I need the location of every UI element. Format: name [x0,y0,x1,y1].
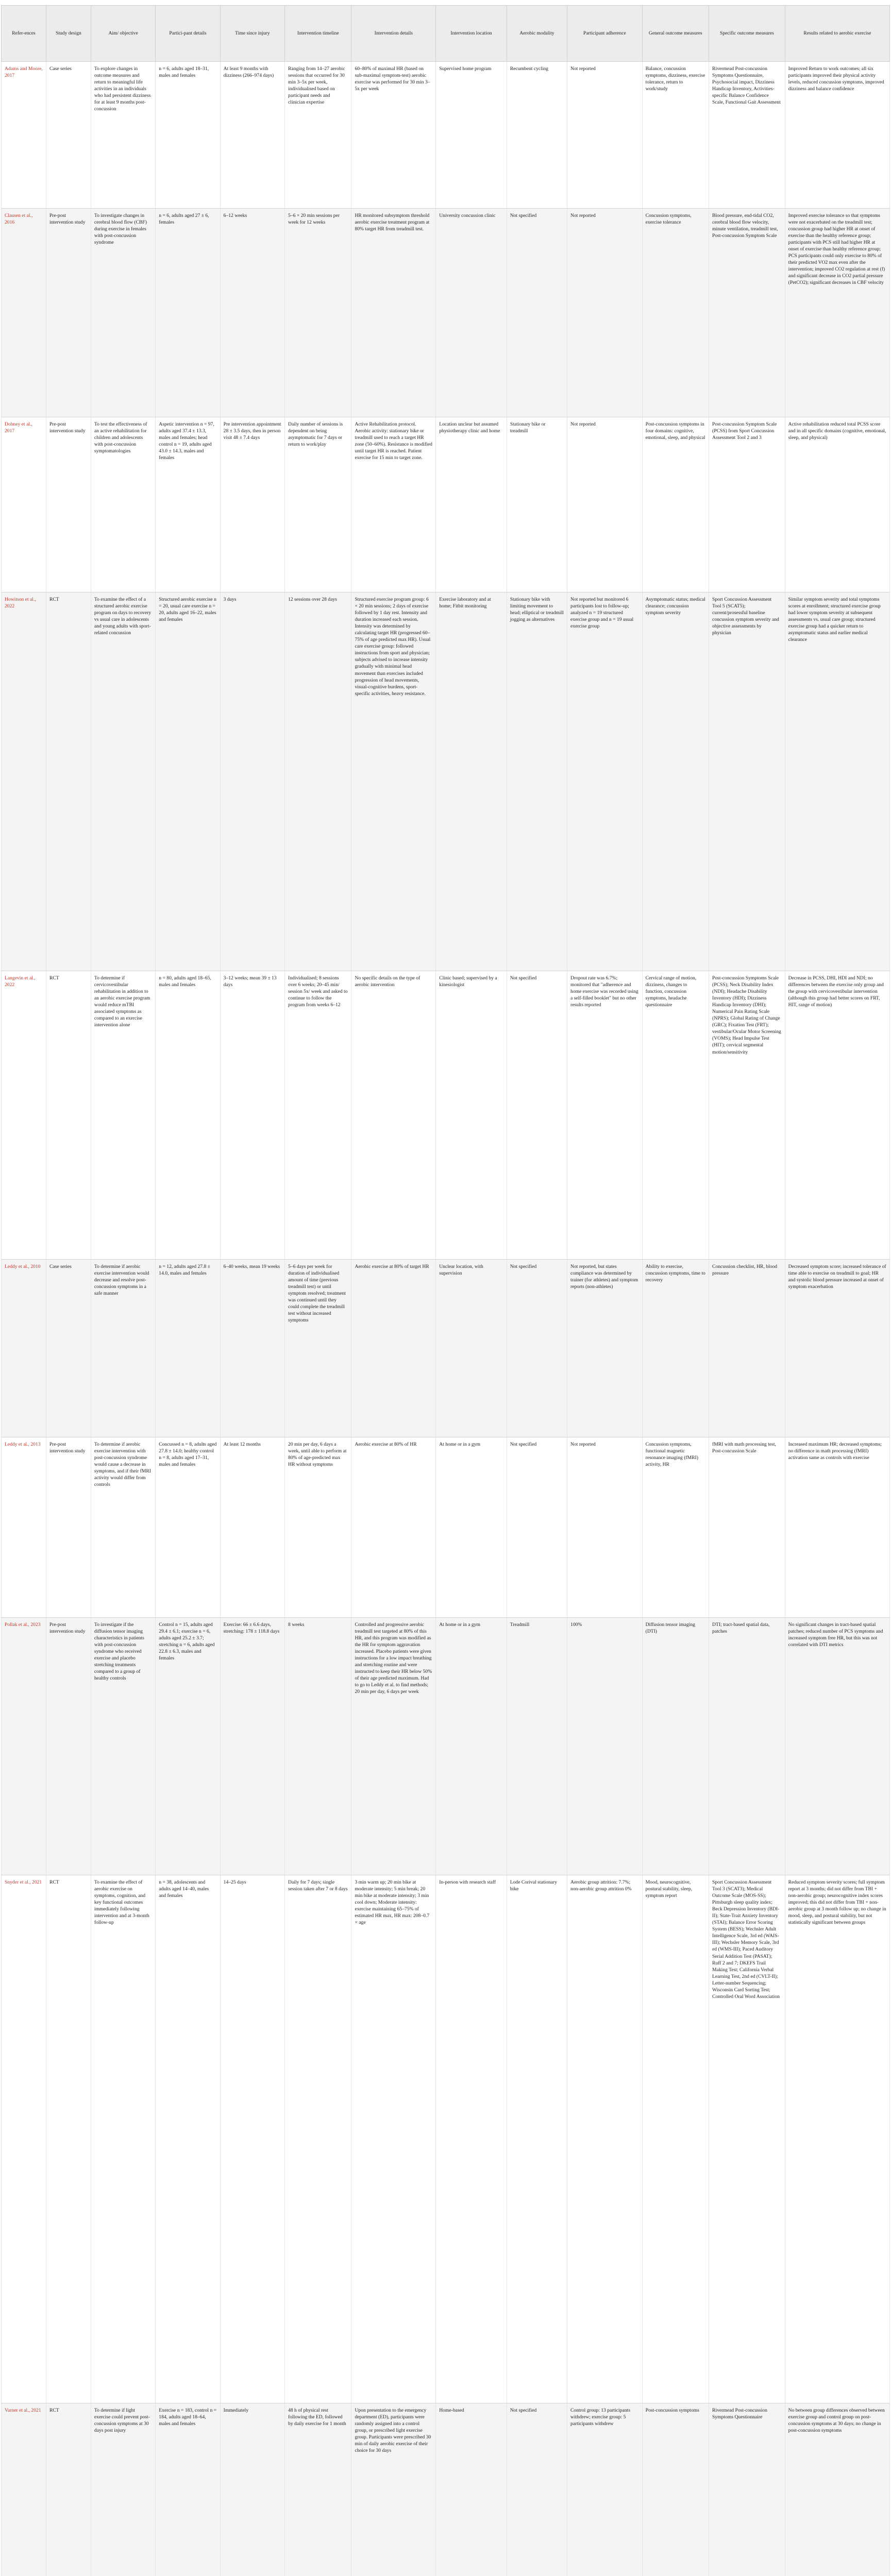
table-cell: Post-concussion Symptom Scale (PCSS) from Sport Concussion Assessment Tool 2 and 3 [709,417,785,592]
table-cell: Location unclear but assumed physiotherapy clinic and home [436,417,507,592]
table-cell: To investigate if the diffusion tensor imaging characteristics in patients with post-concussion syndrome who received exercise and placebo stretching treatments compared to a group of healthy controls [91,1618,155,1875]
table-cell: To explore changes in outcome measures and return to meaningful life activities in an individuals who had persistent dizziness for at least 9 months post-concussion [91,62,155,209]
table-cell: Aerobic exercise at 80% of HR [351,1437,436,1618]
table-cell: University concussion clinic [436,209,507,417]
header-aerobic-modality: Aerobic modality [507,6,567,62]
table-cell: At least 12 months [220,1437,284,1618]
table-cell: Stationary bike with limiting movement to head; elliptical or treadmill jogging as alternatives [507,592,567,971]
table-cell: 3 days [220,592,284,971]
table-cell: In-person with research staff [436,1875,507,2403]
table-cell: Reduced symptom severity scores; full symptom report at 3 months; did not differ from TBI + non-aerobic group; neurocognitive index scores improved; this did not differ from TBI + non-aerobic group at 3 month follow up; no change in mood, sleep, and postural stability, but not statistically significant between groups [785,1875,889,2403]
table-cell: Sport Concussion Assessment Tool 5 (SCAT5); current/prosessful baseline concussion symptom severity and objective assessments by physician [709,592,785,971]
header-participant-adherence: Participant adherence [567,6,643,62]
table-cell: RCT [46,971,91,1260]
table-cell: To determine if cervicovestibular rehabilitation in addition to an aerobic exercise program would reduce mTBI associated symptoms as compared to an exercise intervention alone [91,971,155,1260]
reference-link[interactable]: Leddy et al., 2013 [5,1442,41,1447]
table-cell: 5–6 × 20 min sessions per week for 12 weeks [285,209,351,417]
table-cell: 20 min per day, 6 days a week, until able to perform at 80% of age-predicted max HR without symptoms [285,1437,351,1618]
table-cell: Concussion symptoms, exercise tolerance [642,209,709,417]
table-cell: Aerobic group attrition: 7.7%; non-aerobic group attrition 0% [567,1875,643,2403]
reference-cell [2,2403,46,2576]
table-cell: Daily for 7 days; single session taken after 7 or 8 days [285,1875,351,2403]
table-cell: Not specified [507,1437,567,1618]
table-cell: Rivermead Post-concussion Symptoms Questionnaire [709,2403,785,2576]
table-cell: To determine if aerobic exercise intervention would decrease and resolve post-concussion symptoms in a safe manner [91,1260,155,1437]
table-cell: Exercise n = 183, control n = 184, adults aged 18–64, males and females [156,2403,220,2576]
table-cell: fMRI with math processing test, Post-concussion Scale [709,1437,785,1618]
header-time-since-injury: Time since injury [220,6,284,62]
reference-cell [2,62,46,209]
table-cell: n = 6, adults aged 27 ± 6, females [156,209,220,417]
reference-link[interactable]: Langevin et al., 2022 [5,975,36,988]
table-cell: n = 80, adults aged 18–65, males and females [156,971,220,1260]
table-cell: Asymptomatic status; medical clearance; concussion symptom severity [642,592,709,971]
table-row [2,1875,890,2403]
header-aim: Aim/ objective [91,6,155,62]
table-cell: Not reported, but states compliance was determined by trainer (for athletes) and symptom reports (non-athletes) [567,1260,643,1437]
table-cell: Individualised; 8 sessions over 6 weeks; 20–45 min/ session 5x/ week and asked to continue to follow the program from weeks 6–12 [285,971,351,1260]
table-cell: Immediately [220,2403,284,2576]
table-cell: Not specified [507,209,567,417]
reference-link[interactable]: Pollak et al., 2023 [5,1622,41,1628]
table-cell: Concussion checklist, HR, blood pressure [709,1260,785,1437]
table-cell: Post-concussion symptoms [642,2403,709,2576]
table-cell: Controlled and progressive aerobic treadmill test targeted at 80% of this HR, and this program was modified as the HR for symptom aggravation increased. Placebo patients were given instructions for a low impact breathing and stretching routine and were instructed to keep their HR below 50% of their age predicted maximum. Had to go to Leddy et al. to find methods; 20 min per day, 6 days per week [351,1618,436,1875]
table-cell: Ability to exercise, concussion symptoms, time to recovery [642,1260,709,1437]
table-cell: 3–12 weeks; mean 39 ± 13 days [220,971,284,1260]
table-cell: Lode Corival stationary bike [507,1875,567,2403]
table-row [2,209,890,417]
reference-cell [2,209,46,417]
table-cell: Increased maximum HR; decreased symptoms; no difference in math processing (fMRI) activation same as controls with exercise [785,1437,889,1618]
table-cell: No significant changes in tract-based spatial patches; reduced number of PCS symptoms and increased symptom free HR, but this was not correlated with DTI metrics [785,1618,889,1875]
header-participant-details: Partici-pant details [156,6,220,62]
table-cell: Decrease in PCSS, DHI, HDI and NDI; no differences between the exercise only group and the group with cervicovestibular intervention (although this group had better scores on FRT, HIT, range of motion) [785,971,889,1260]
table-cell: Diffusion tensor imaging (DTI) [642,1618,709,1875]
table-cell: Control group: 13 participants withdrew; exercise group: 5 participants withdrew [567,2403,643,2576]
table-cell: RCT [46,1875,91,2403]
reference-link[interactable]: Snyder et al., 2021 [5,1879,42,1885]
table-cell: Pre-post intervention study [46,1437,91,1618]
table-row [2,592,890,971]
header-intervention-location: Intervention location [436,6,507,62]
table-row [2,62,890,209]
reference-cell [2,417,46,592]
table-cell: Exercise laboratory and at home; Fitbit monitoring [436,592,507,971]
table-cell: Clinic based; supervised by a kinesiologist [436,971,507,1260]
table-cell: 100% [567,1618,643,1875]
reference-cell [2,971,46,1260]
header-intervention-details: Intervention details [351,6,436,62]
header-intervention-timeline: Intervention timeline [285,6,351,62]
reference-link[interactable]: Leddy et al., 2010 [5,1264,41,1269]
table-cell: RCT [46,2403,91,2576]
table-cell: Not specified [507,2403,567,2576]
table-cell: Recumbent cycling [507,62,567,209]
table-cell: At home or in a gym [436,1437,507,1618]
table-cell: To test the effectiveness of an active rehabilitation for children and adolescents with post-concussion symptomatologies [91,417,155,592]
table-cell: Improved exercise tolerance so that symptoms were not exacerbated on the treadmill test; concussion group had higher HR at onset of exercise than the healthy reference group; participants with PCS still had higher HR at onset of exercise than healthy reference group; PCS participants could only exercise to 80% of their predicted VO2 max even after the intervention; improved CO2 regulation at rest (f) and significant decrease in CO2 partial pressure (PetCO2); significant decreases in CBF velocity [785,209,889,417]
reference-cell [2,592,46,971]
table-cell: No specific details on the type of aerobic intervention [351,971,436,1260]
table-cell: Not reported [567,62,643,209]
reference-cell [2,1437,46,1618]
evidence-table [1,5,890,2576]
table-cell: Improved Return to work outcomes; all six participants improved their physical activity levels, reduced concussion symptoms, improved dizziness and balance confidence [785,62,889,209]
table-cell: Pre-post intervention study [46,1618,91,1875]
header-specific-outcomes: Specific outcome measures [709,6,785,62]
table-cell: Supervised home program [436,62,507,209]
table-cell: RCT [46,592,91,971]
table-cell: Active Rehabilitation protocol. Aerobic activity: stationary bike or treadmill used to reach a target HR zone (50–60%). Resistance is modified until target HR is reached. Patient exercise for 15 min to target zone. [351,417,436,592]
table-cell: Rivermead Post-concussion Symptoms Questionnaire, Psychosocial impact, Dizziness Handicap Inventory, Activities-specific Balance Confidence Scale, Functional Gait Assessment [709,62,785,209]
table-cell: Home-based [436,2403,507,2576]
table-cell: 14–25 days [220,1875,284,2403]
table-cell: Daily number of sessions is dependent on being asymptomatic for 7 days or return to work/play [285,417,351,592]
table-cell: 6–12 weeks [220,209,284,417]
table-cell: Concussion symptoms, functional magnetic resonance imaging (fMRI) activity, HR [642,1437,709,1618]
table-cell: Not specified [507,971,567,1260]
table-cell: To examine the effect of a structured aerobic exercise program on days to recovery vs usual care in adolescents and young adults with sport-related concussion [91,592,155,971]
table-cell: 3 min warm up; 20 min bike at moderate intensity; 5 min break; 20 min bike at moderate intensity; 3 min cool down; Moderate intensity: exercise maintaining 65–75% of estimated HR max, HR max: 208–0.7 × age [351,1875,436,2403]
table-cell: Not specified [507,1260,567,1437]
table-cell: 60–80% of maximal HR (based on sub-maximal symptom-test) aerobic exercise was performed for 30 min 3–5x per week [351,62,436,209]
table-cell: Balance, concussion symptoms, dizziness, exercise tolerance, return to work/study [642,62,709,209]
table-cell: Decreased symptom score; increased tolerance of time able to exercise on treadmill to goal; HR and systolic blood pressure increased at onset of symptom exacerbation [785,1260,889,1437]
table-cell: Not reported [567,209,643,417]
table-row [2,1618,890,1875]
table-cell: n = 38, adolescents and adults aged 14–40, males and females [156,1875,220,2403]
reference-link[interactable]: Howitson et al., 2022 [5,597,36,609]
table-cell: Blood pressure, end-tidal CO2, cerebral blood flow velocity, minute ventilation, treadmill test, Post-concussion Symptom Scale [709,209,785,417]
header-results: Results related to aerobic exercise [785,6,889,62]
table-cell: At least 9 months with dizziness (266–974 days) [220,62,284,209]
table-cell: Similar symptom severity and total symptoms scores at enrollment; structured exercise group had lower symptom severity at subsequent assessments vs. usual care group; structured exercise group had a quicker return to asymptomatic status and earlier medical clearance [785,592,889,971]
table-cell: Case series [46,1260,91,1437]
table-cell: To examine the effect of aerobic exercise on symptoms, cognition, and key functional outcomes immediately following intervention and at 3-month follow-up [91,1875,155,2403]
table-cell: Structured aerobic exercise n = 20, usual care exercise n = 20, adults aged 16–22, males and females [156,592,220,971]
table-cell: Stationary bike or treadmill [507,417,567,592]
reference-cell [2,1875,46,2403]
table-cell: Dropout rate was 6.7%; monitored that "adherence and home exercise was recorded using a self-filled booklet" but no other results reported [567,971,643,1260]
table-row [2,1437,890,1618]
reference-cell [2,1260,46,1437]
table-cell: n = 12, adults aged 27.8 ± 14.0, males and females [156,1260,220,1437]
table-row [2,1260,890,1437]
table-cell: At home or in a gym [436,1618,507,1875]
reference-link[interactable]: Dobney et al., 2017 [5,421,32,434]
reference-cell [2,1618,46,1875]
table-cell: Case series [46,62,91,209]
reference-link[interactable]: Varner et al., 2021 [5,2408,41,2413]
table-row [2,971,890,1260]
table-cell: To determine if light exercise could prevent post-concussion symptoms at 30 days post injury [91,2403,155,2576]
table-cell: HR monitored subsymptom threshold aerobic exercise treatment program at 80% target HR from treadmill test. [351,209,436,417]
table-cell: Control n = 15, adults aged 29.4 ± 6.1; exercise n = 6, adults aged 25.2 ± 3.7; stretching n = 6, adults aged 22.8 ± 6.3, males and females [156,1618,220,1875]
table-cell: Ranging from 14–27 aerobic sessions that occurred for 30 min 3–5x per week, individualised based on participant needs and clinician expertise [285,62,351,209]
table-cell: Not reported [567,1437,643,1618]
table-cell: Mood, neurocognitive, postural stability, sleep, symptom report [642,1875,709,2403]
reference-link[interactable]: Clausen et al., 2016 [5,213,33,226]
table-cell: To investigate changes in cerebral blood flow (CBF) during exercise in females with post-concussion syndrome [91,209,155,417]
table-cell: Aerobic exercise at 80% of target HR [351,1260,436,1437]
header-row [2,6,890,62]
table-cell: Sport Concussion Assessment Tool 3 (SCAT3); Medical Outcome Scale (MOS-SS); Pittsburgh sleep quality index; Beck Depression Inventory (BDI-II); State-Trait Anxiety Inventory (STAI); Balance Error Scoring System (BESS); Wechsler Adult Intelligence Scale, 3rd ed (WAIS-III); Wechsler Memory Scale, 3rd ed (WMS-III); Paced Auditory Serial Addition Test (PASAT); Ruff 2 and 7; DKEFS Trail Making Test; California Verbal Learning Test, 2nd ed (CVLT-II); Letter-number Sequencing; Wisconsin Card Sorting Test; Controlled Oral Word Association [709,1875,785,2403]
table-cell: No between group differences observed between exercise group and control group on post-concussion symptoms at 30 days; no change in post-concussion symptoms [785,2403,889,2576]
table-cell: Cervical range of motion, dizziness, changes to function, concussion symptoms, headache questionnaire [642,971,709,1260]
table-cell: 8 weeks [285,1618,351,1875]
header-references: Refer-ences [2,6,46,62]
header-study-design: Study design [46,6,91,62]
table-cell: Unclear location, with supervision [436,1260,507,1437]
table-cell: Pre-post intervention study [46,417,91,592]
header-general-outcomes: General outcome measures [642,6,709,62]
reference-link[interactable]: Adams and Moore, 2017 [5,66,43,79]
table-cell: DTI; tract-based spatial data, patches [709,1618,785,1875]
table-cell: 6–40 weeks, mean 19 weeks [220,1260,284,1437]
table-row [2,2403,890,2576]
table-cell: 12 sessions over 28 days [285,592,351,971]
table-cell: n = 6, adults aged 18–31, males and females [156,62,220,209]
table-cell: 5–6 days per week for duration of individualised amount of time (previous treadmill test) or until symptom resolved; treatment was continued until they could complete the treadmill test without increased symptoms [285,1260,351,1437]
table-cell: 48 h of physical rest following the ED, followed by daily exercise for 1 month [285,2403,351,2576]
table-cell: Active rehabilitation reduced total PCSS score and in all specific domains (cognitive, emotional, sleep, and physical) [785,417,889,592]
table-cell: Not reported but monitored 6 participants lost to follow-up; analyzed n = 19 structured exercise group and n = 19 usual exercise group [567,592,643,971]
table-cell: Upon presentation to the emergency department (ED), participants were randomly assigned into a control group, or prescribed light exercise group. Participants were prescribed 30 min of daily aerobic exercise of their choice for 30 days [351,2403,436,2576]
table-cell: Concussed n = 8, adults aged 27.8 ± 14.0; healthy control n = 8, adults aged 17–31, males and females [156,1437,220,1618]
table-cell: Structured exercise program group: 6 × 20 min sessions; 2 days of exercise followed by 1 day rest. Intensity and duration increased each session. Intensity was determined by calculating target HR (progressed 60–75% of age predicted max HR). Usual care exercise group: followed instructions from sport and physician; subjects advised to increase intensity gradually with minimal head movement than exercises included progression of head movements, visual-cognitive burdens, sport-specific activities, heavy resistance. [351,592,436,971]
table-cell: To determine if aerobic exercise intervention with post-concussion syndrome would cause a decrease in symptoms, and if their fMRI activity would differ from controls [91,1437,155,1618]
table-cell: Exercise: 66 ± 6.6 days, stretching: 178 ± 118.8 days [220,1618,284,1875]
table-cell: Aspetic intervention n = 97, adults aged 37.4 ± 13.3, males and females; head control n = 19, adults aged 43.0 ± 14.3, males and females [156,417,220,592]
table-row [2,417,890,592]
table-cell: Not reported [567,417,643,592]
table-cell: Post-concussion Symptoms Scale (PCSS); Neck Disability Index (NDI); Headache Disability Inventory (HDI); Dizziness Handicap Inventory (DHI); Numerical Pain Rating Scale (NPRS); Global Rating of Change (GRC); Fixation Test (FRT); vestibular/Ocular Motor Screening (VOMS); Head Impulse Test (HIT); cervical segmental motion/sensitivity [709,971,785,1260]
table-cell: Treadmill [507,1618,567,1875]
table-cell: Pre intervention appointment 28 ± 3.5 days, then in person visit 48 ± 7.4 days [220,417,284,592]
table-cell: Pre-post intervention study [46,209,91,417]
table-cell: Post-concussion symptoms in four domains: cognitive, emotional, sleep, and physical [642,417,709,592]
